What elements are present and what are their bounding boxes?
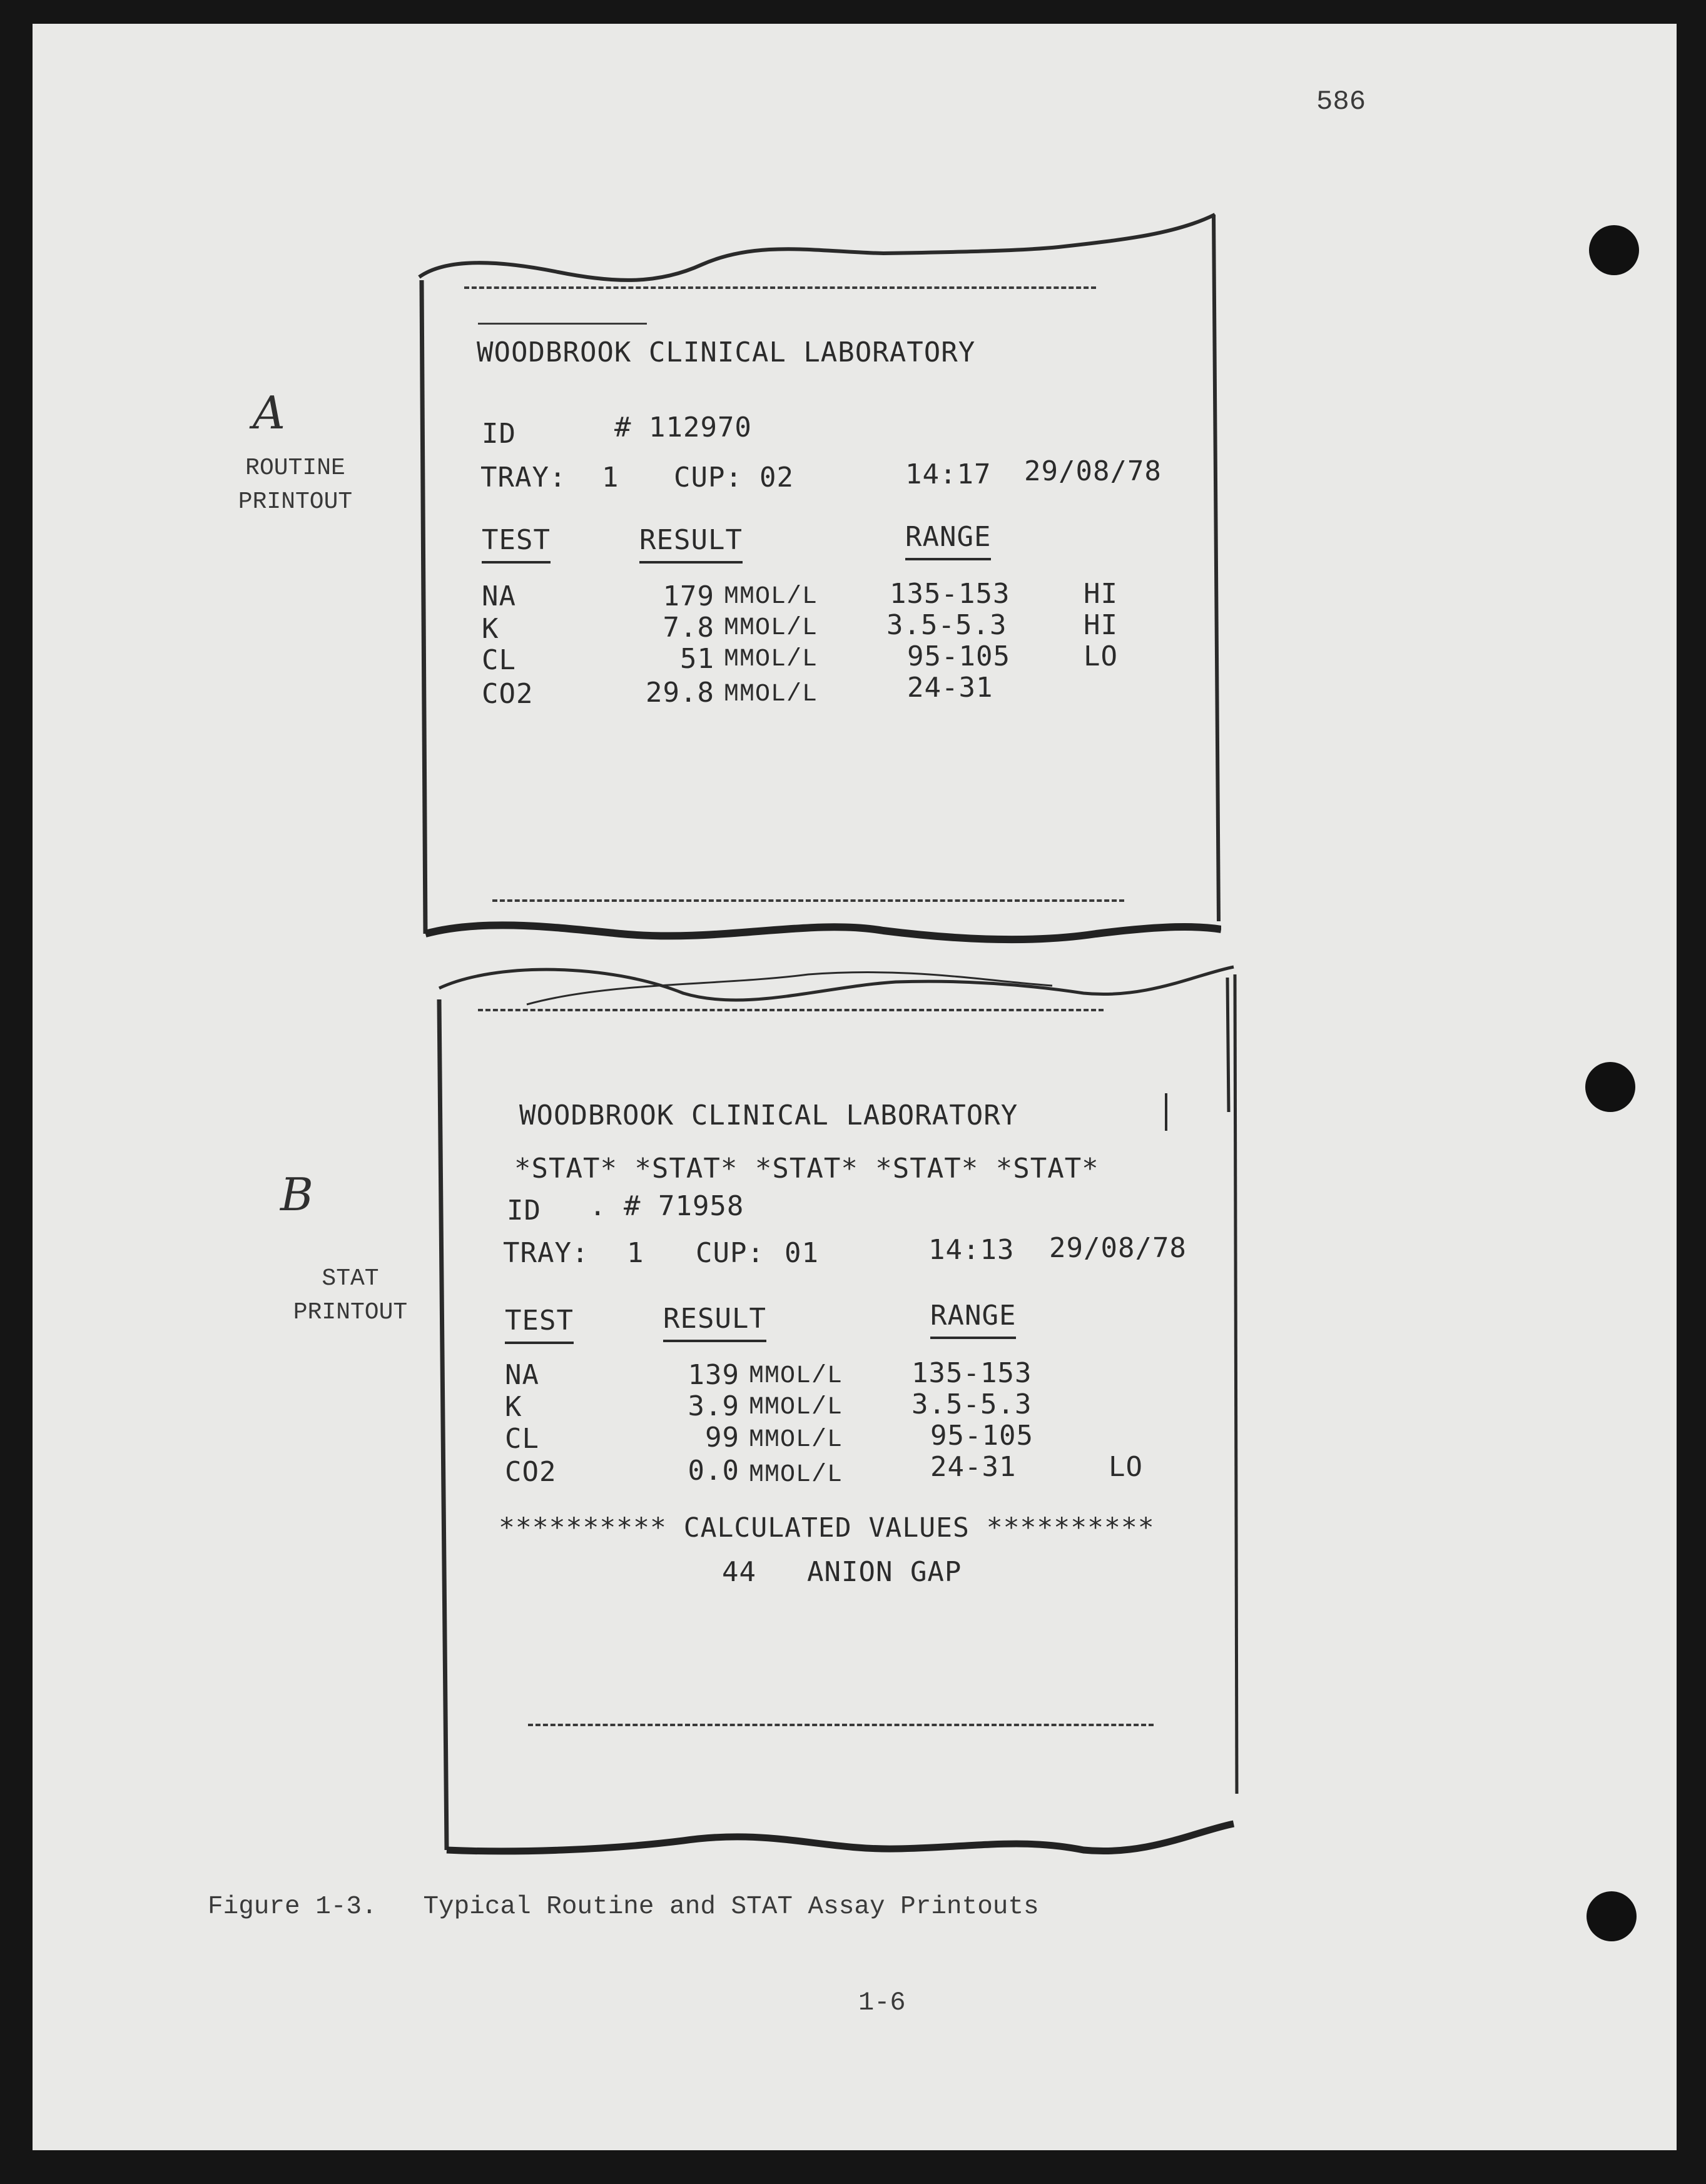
routine-date: 29/08/78	[1024, 455, 1162, 487]
routine-bottom-dashes	[492, 899, 1124, 902]
page-number: 586	[1316, 86, 1366, 118]
routine-row-test-2: CL	[482, 644, 516, 676]
label-a-text	[189, 452, 402, 519]
routine-row-test-0: NA	[482, 580, 516, 612]
stat-printout	[420, 949, 1246, 1869]
routine-header-range: RANGE	[905, 521, 991, 560]
stat-row-range-0: 135-153	[911, 1357, 1032, 1389]
routine-row-unit-3: MMOL/L	[724, 680, 818, 709]
routine-row-unit-2: MMOL/L	[724, 645, 818, 674]
stat-row-test-1: K	[505, 1391, 522, 1423]
routine-row-range-2: 95-105	[907, 640, 1010, 672]
stat-row-value-1: 3.9	[688, 1390, 739, 1422]
stat-calculated-banner: ********** CALCULATED VALUES **********	[499, 1512, 1155, 1544]
stat-row-value-3: 0.0	[688, 1455, 739, 1487]
stat-row-test-0: NA	[505, 1359, 539, 1391]
label-a-letter: A	[253, 387, 285, 439]
routine-row-unit-1: MMOL/L	[724, 614, 818, 642]
routine-header-result: RESULT	[639, 524, 743, 564]
stat-row-unit-1: MMOL/L	[749, 1393, 843, 1422]
routine-row-range-3: 24-31	[907, 672, 993, 704]
binder-hole-bottom	[1587, 1891, 1637, 1941]
stat-date: 29/08/78	[1049, 1232, 1187, 1264]
routine-paper-outline	[408, 180, 1221, 949]
stat-time: 14:13	[928, 1234, 1015, 1266]
stat-id-label: ID	[507, 1195, 541, 1226]
binder-hole-middle	[1585, 1062, 1635, 1112]
binder-hole-top	[1589, 225, 1639, 275]
stat-cup-value: 01	[784, 1237, 819, 1269]
routine-header-test: TEST	[482, 524, 551, 564]
label-b-line1: STAT	[322, 1265, 379, 1292]
stat-cup-label: CUP:	[696, 1237, 764, 1269]
routine-lab-name: WOODBROOK CLINICAL LABORATORY	[477, 336, 976, 368]
stat-row-range-3: 24-31	[930, 1451, 1017, 1483]
stat-header-result: RESULT	[663, 1303, 766, 1342]
routine-row-range-0: 135-153	[890, 578, 1010, 610]
routine-time: 14:17	[905, 458, 992, 490]
stat-row-unit-2: MMOL/L	[749, 1426, 843, 1454]
routine-top-dashes	[464, 286, 1096, 289]
stat-banner: *STAT* *STAT* *STAT* *STAT* *STAT*	[514, 1153, 1099, 1185]
page-footer: 1-6	[858, 1988, 906, 2018]
stat-id-value: . # 71958	[589, 1190, 744, 1222]
routine-row-flag-0: HI	[1084, 578, 1118, 610]
routine-cup-label: CUP:	[674, 462, 743, 493]
stat-row-range-2: 95-105	[930, 1420, 1033, 1452]
stat-bottom-dashes	[528, 1724, 1154, 1726]
stat-row-range-1: 3.5-5.3	[911, 1388, 1032, 1420]
routine-row-flag-1: HI	[1084, 609, 1118, 641]
routine-printout	[408, 180, 1221, 949]
stat-header-test: TEST	[505, 1305, 574, 1344]
routine-row-unit-0: MMOL/L	[724, 583, 818, 611]
routine-row-value-2: 51	[680, 643, 714, 675]
stat-row-test-2: CL	[505, 1423, 539, 1455]
stat-row-unit-3: MMOL/L	[749, 1461, 843, 1489]
routine-row-range-1: 3.5-5.3	[886, 609, 1007, 641]
routine-tray-value: 1	[602, 462, 619, 493]
routine-row-value-3: 29.8	[646, 677, 714, 709]
figure-caption: Figure 1-3. Typical Routine and STAT Assay Printouts	[208, 1893, 1039, 1921]
routine-row-test-3: CO2	[482, 678, 534, 710]
routine-cup-value: 02	[759, 462, 794, 493]
label-a-line1: ROUTINE	[245, 455, 345, 482]
label-b-line2: PRINTOUT	[293, 1299, 408, 1326]
label-b-letter: B	[280, 1168, 313, 1221]
stat-tray-label: TRAY:	[503, 1237, 589, 1269]
stat-tray-value: 1	[627, 1237, 644, 1269]
stat-row-unit-0: MMOL/L	[749, 1362, 843, 1390]
stat-row-test-3: CO2	[505, 1456, 557, 1488]
stat-row-value-0: 139	[688, 1359, 739, 1391]
stat-row-flag-3: LO	[1109, 1451, 1143, 1483]
routine-row-flag-2: LO	[1084, 640, 1118, 672]
routine-id-value: # 112970	[614, 412, 752, 443]
stat-header-range: RANGE	[930, 1300, 1016, 1339]
stat-top-dashes	[478, 1009, 1104, 1011]
routine-row-value-0: 179	[663, 580, 714, 612]
routine-top-short-rule	[478, 323, 647, 325]
label-a-line2: PRINTOUT	[238, 488, 353, 515]
stat-anion-gap-label: ANION GAP	[807, 1556, 962, 1588]
routine-row-test-1: K	[482, 613, 499, 645]
document-page	[33, 24, 1677, 2150]
routine-id-label: ID	[482, 418, 516, 450]
stat-margin-bar	[1165, 1093, 1167, 1131]
stat-lab-name: WOODBROOK CLINICAL LABORATORY	[519, 1100, 1018, 1131]
routine-row-value-1: 7.8	[663, 612, 714, 644]
routine-tray-label: TRAY:	[480, 462, 567, 493]
stat-anion-gap-value: 44	[722, 1556, 756, 1588]
stat-row-value-2: 99	[705, 1422, 739, 1453]
